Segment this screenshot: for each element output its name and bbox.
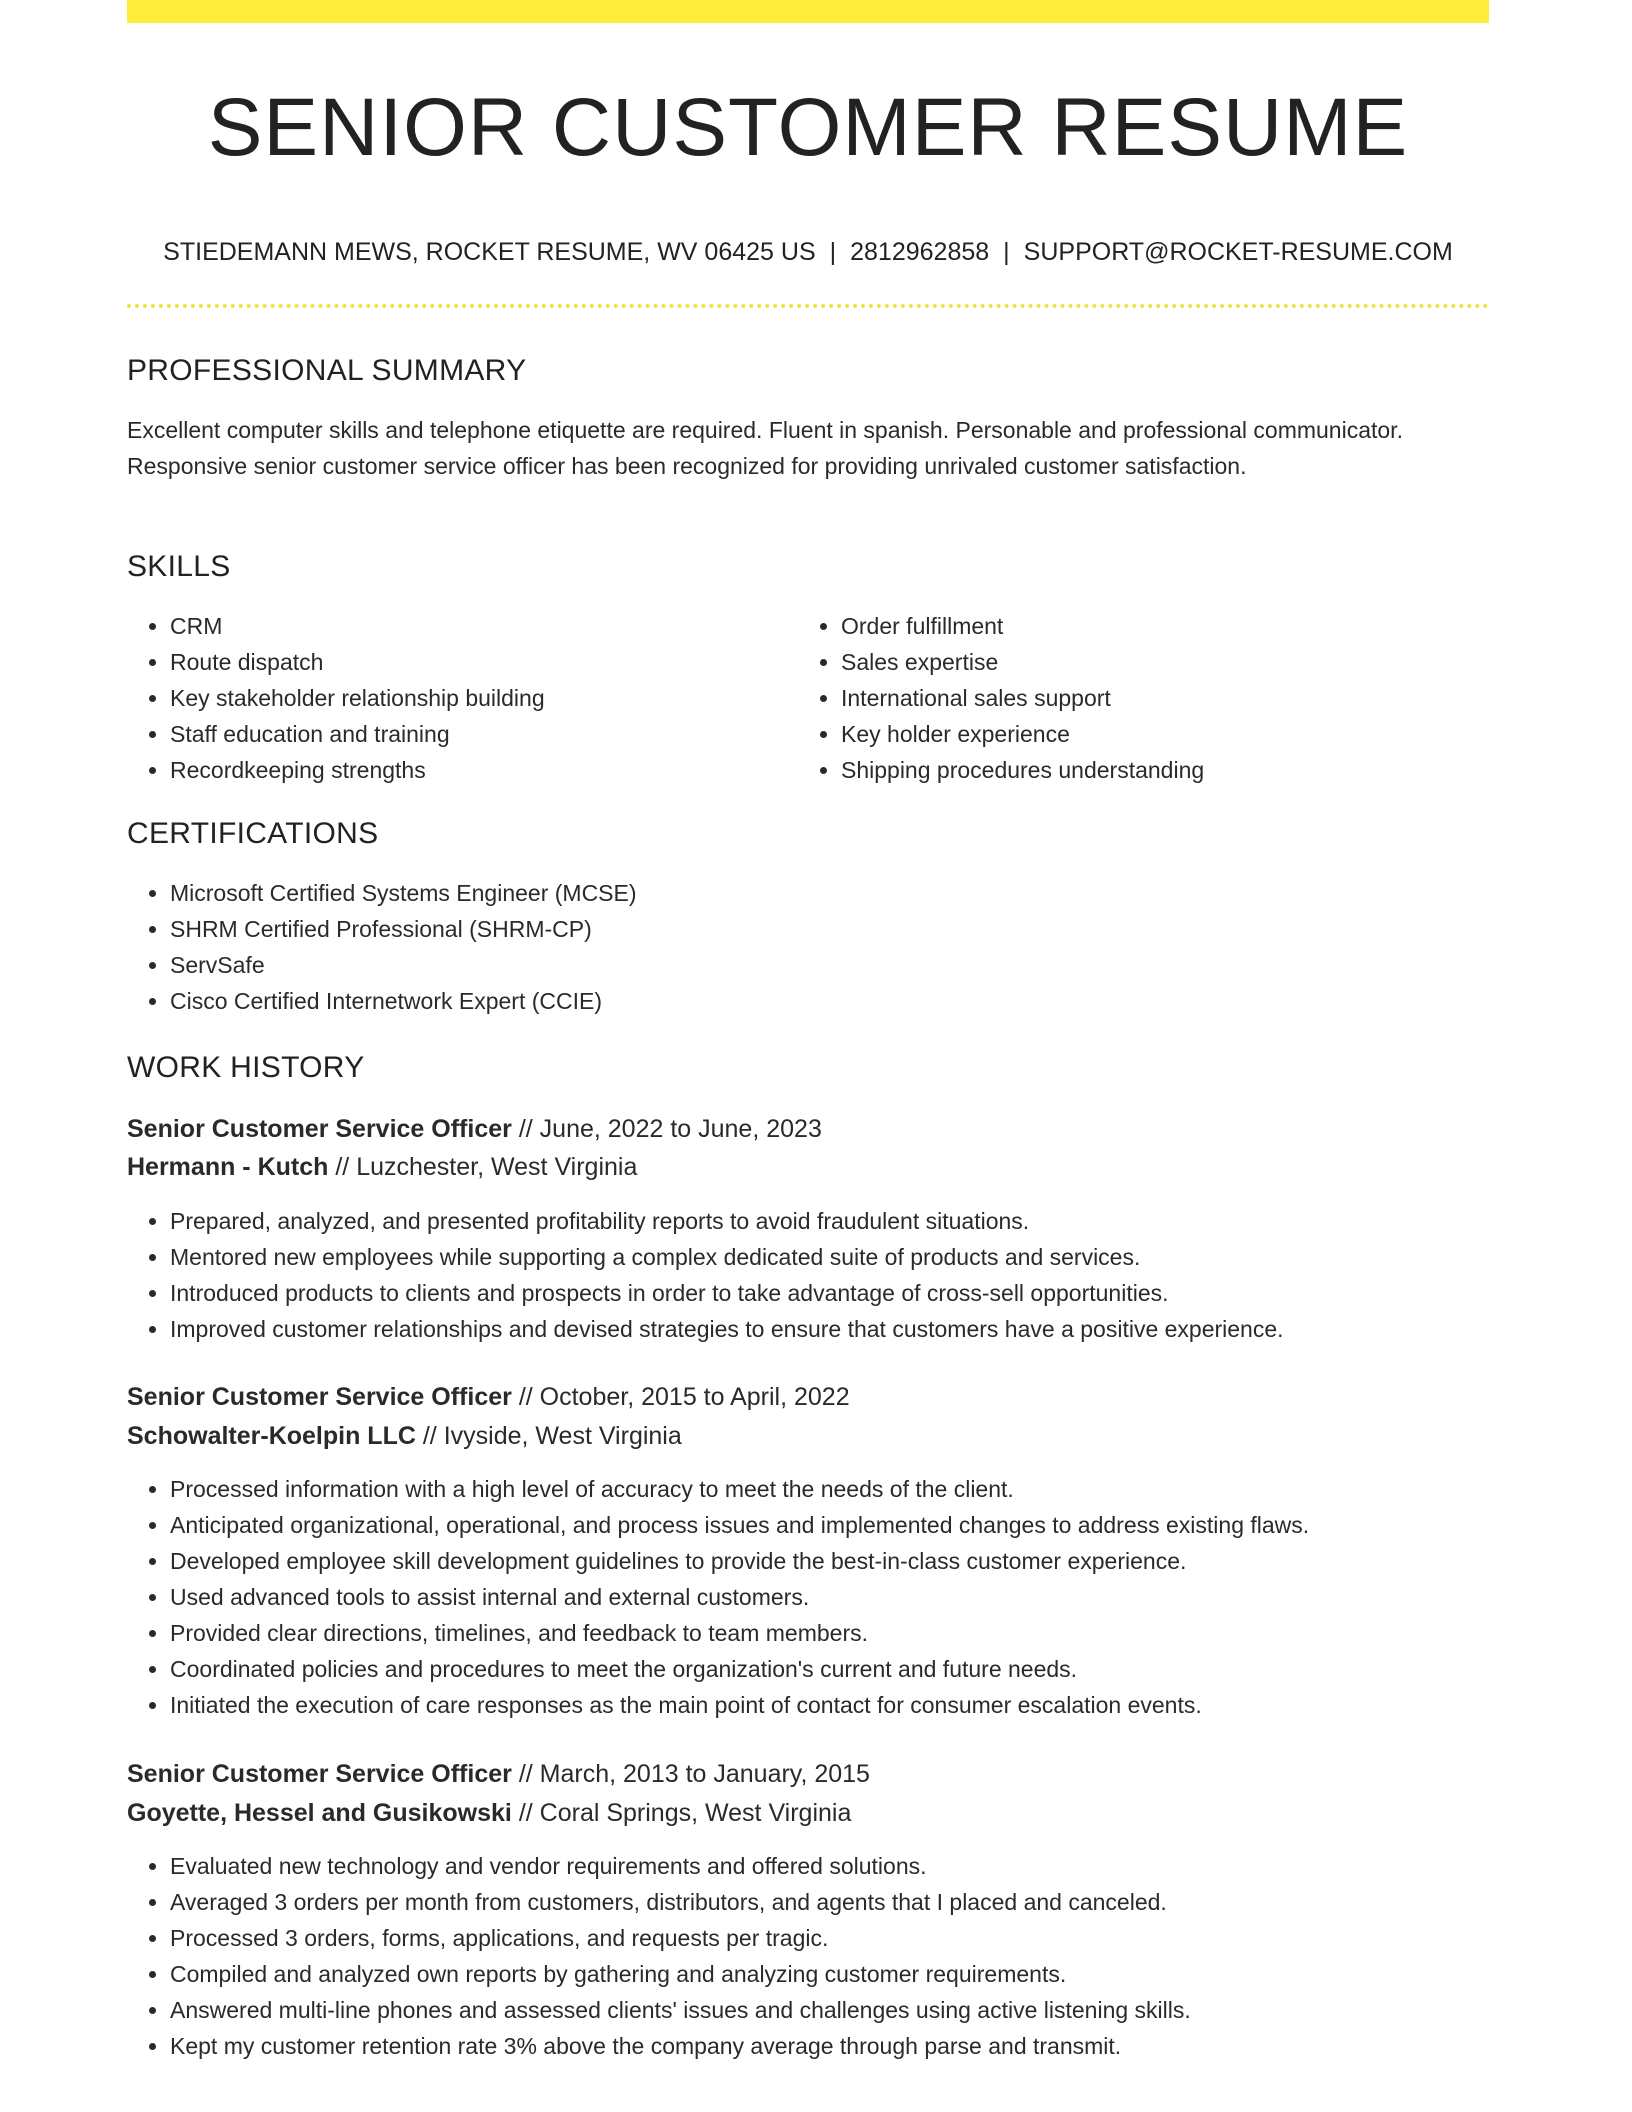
- contact-separator: |: [1003, 238, 1010, 266]
- skills-heading: SKILLS: [127, 550, 231, 583]
- page-title: SENIOR CUSTOMER RESUME: [207, 82, 1409, 173]
- job-role: Senior Customer Service Officer: [127, 1383, 512, 1411]
- job-role: Senior Customer Service Officer: [127, 1115, 512, 1143]
- job-bullet: • Provided clear directions, timelines, and feedback to team members.: [170, 1615, 1530, 1651]
- job-bullet: • Processed information with a high level of accuracy to meet the needs of the client.: [170, 1471, 1530, 1507]
- job-dates: // March, 2013 to January, 2015: [518, 1760, 870, 1788]
- job-location: // Ivyside, West Virginia: [422, 1422, 682, 1450]
- job-bullet: • Introduced products to clients and prospects in order to take advantage of cross-sell opportunities.: [170, 1275, 1510, 1311]
- job-bullet: • Answered multi-line phones and assessed clients' issues and challenges using active listening skills.: [170, 1992, 1510, 2028]
- skill-item: • Route dispatch: [170, 644, 790, 680]
- job-bullet: • Improved customer relationships and devised strategies to ensure that customers have a positive experience.: [170, 1311, 1510, 1347]
- job-role: Senior Customer Service Officer: [127, 1760, 512, 1788]
- skill-item: • Shipping procedures understanding: [841, 752, 1481, 788]
- job-company-line: [127, 1795, 851, 1831]
- certification-item: • Cisco Certified Internetwork Expert (CCIE): [170, 983, 1470, 1019]
- job-bullet: • Kept my customer retention rate 3% above the company average through parse and transmit.: [170, 2028, 1510, 2064]
- certification-item: • Microsoft Certified Systems Engineer (MCSE): [170, 875, 1470, 911]
- address: STIEDEMANN MEWS, ROCKET RESUME, WV 06425 US: [163, 238, 816, 266]
- job-bullets: [127, 1203, 1510, 1347]
- job-title-line: [127, 1111, 822, 1147]
- job-bullet: • Initiated the execution of care responses as the main point of contact for consumer escalation events.: [170, 1687, 1530, 1723]
- job-bullet: • Prepared, analyzed, and presented profitability reports to avoid fraudulent situations.: [170, 1203, 1510, 1239]
- skill-item: • Key holder experience: [841, 716, 1481, 752]
- accent-bar: [127, 0, 1489, 23]
- job-dates: // October, 2015 to April, 2022: [518, 1383, 850, 1411]
- job-company: Hermann - Kutch: [127, 1153, 329, 1181]
- contact-line: [127, 236, 1489, 268]
- certification-item: • SHRM Certified Professional (SHRM-CP): [170, 911, 1470, 947]
- skill-item: • Staff education and training: [170, 716, 790, 752]
- skill-item: • Key stakeholder relationship building: [170, 680, 790, 716]
- certifications-heading: CERTIFICATIONS: [127, 817, 379, 850]
- skill-item: • Recordkeeping strengths: [170, 752, 790, 788]
- email[interactable]: SUPPORT@ROCKET-RESUME.COM: [1023, 238, 1453, 266]
- job-company: Goyette, Hessel and Gusikowski: [127, 1799, 512, 1827]
- job-company-line: [127, 1418, 682, 1454]
- skill-item: • Sales expertise: [841, 644, 1481, 680]
- job-title-line: [127, 1756, 870, 1792]
- summary-text: Excellent computer skills and telephone etiquette are required. Fluent in spanish. Personable and professional communicator. Responsive senior customer service officer has been recognized for providing unrivaled customer satisfaction.: [127, 417, 1403, 479]
- job-bullet: • Developed employee skill development guidelines to provide the best-in-class customer experience.: [170, 1543, 1530, 1579]
- job-bullets: [127, 1848, 1510, 2064]
- skills-list-left: [127, 608, 790, 788]
- dotted-divider: [127, 304, 1489, 308]
- summary-heading: PROFESSIONAL SUMMARY: [127, 354, 527, 387]
- phone[interactable]: 2812962858: [850, 238, 990, 266]
- job-company-line: [127, 1149, 637, 1185]
- job-bullet: • Mentored new employees while supporting a complex dedicated suite of products and services.: [170, 1239, 1510, 1275]
- job-bullet: • Coordinated policies and procedures to meet the organization's current and future needs.: [170, 1651, 1530, 1687]
- skill-item: • CRM: [170, 608, 790, 644]
- job-company: Schowalter-Koelpin LLC: [127, 1422, 416, 1450]
- job-title-line: [127, 1379, 850, 1415]
- job-dates: // June, 2022 to June, 2023: [518, 1115, 822, 1143]
- job-bullet: • Anticipated organizational, operational, and process issues and implemented changes to address existing flaws.: [170, 1507, 1530, 1543]
- contact-separator: |: [829, 238, 837, 266]
- work-history-heading: WORK HISTORY: [127, 1051, 365, 1084]
- job-bullets: [127, 1471, 1530, 1723]
- job-location: // Luzchester, West Virginia: [335, 1153, 638, 1181]
- job-bullet: • Averaged 3 orders per month from customers, distributors, and agents that I placed and canceled.: [170, 1884, 1510, 1920]
- skill-item: • Order fulfillment: [841, 608, 1481, 644]
- job-bullet: • Compiled and analyzed own reports by gathering and analyzing customer requirements.: [170, 1956, 1510, 1992]
- job-bullet: • Evaluated new technology and vendor requirements and offered solutions.: [170, 1848, 1510, 1884]
- job-bullet: • Processed 3 orders, forms, applications, and requests per tragic.: [170, 1920, 1510, 1956]
- job-location: // Coral Springs, West Virginia: [518, 1799, 852, 1827]
- certifications-list: [127, 875, 1470, 1019]
- skill-item: • International sales support: [841, 680, 1481, 716]
- job-bullet: • Used advanced tools to assist internal and external customers.: [170, 1579, 1530, 1615]
- certification-item: • ServSafe: [170, 947, 1470, 983]
- skills-list-right: [798, 608, 1481, 788]
